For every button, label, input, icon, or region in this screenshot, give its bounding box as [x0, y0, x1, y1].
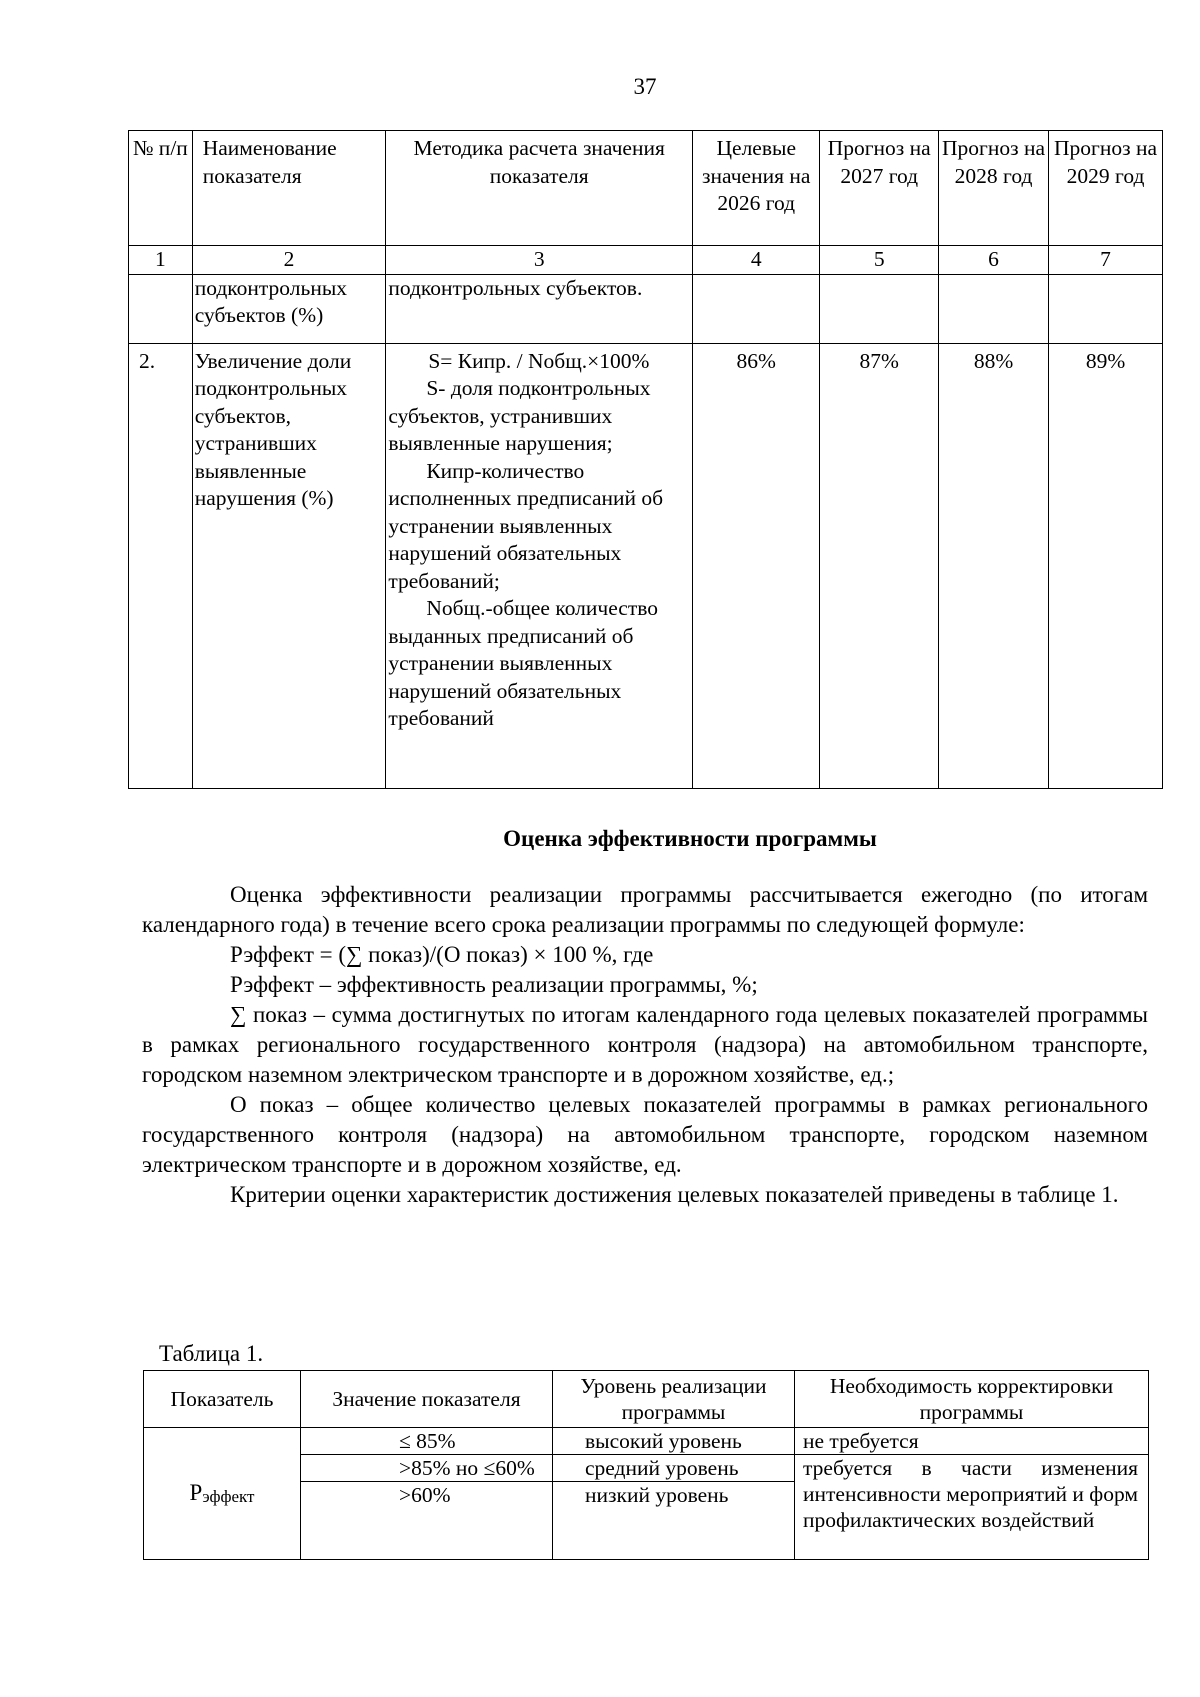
page-number: 37 [633, 74, 657, 99]
column-number: 4 [693, 246, 820, 275]
section-title: Оценка эффективности программы [503, 826, 877, 851]
table-row [144, 1428, 1149, 1455]
header-cell: Наименование показателя [192, 131, 386, 246]
paragraph: О показ – общее количество целевых показателей программы в рамках регионального государственного контроля (надзора) на автомобильном транспорте, городском наземном электрическом транспорте и в дорожном хозяйстве, ед. [142, 1092, 1148, 1177]
indicator-subscript: эффект [202, 1486, 255, 1506]
header-cell: Показатель [144, 1371, 301, 1428]
column-number: 7 [1049, 246, 1163, 275]
method-cell [386, 343, 693, 788]
header-cell: Методика расчета значения показателя [386, 131, 693, 246]
header-cell: Необходимость корректировки программы [795, 1371, 1149, 1428]
table-caption: Таблица 1. [159, 1341, 264, 1366]
forecast-value-cell: 89% [1049, 343, 1163, 788]
column-number: 2 [192, 246, 386, 275]
correction-cell: не требуется [795, 1428, 1149, 1455]
header-cell: Уровень реализации программы [553, 1371, 795, 1428]
criteria-table [143, 1370, 1149, 1560]
indicator-name-cell: подконтрольных субъектов (%) [192, 274, 386, 343]
method-line: Nобщ.-общее количество выданных предписаний об устранении выявленных нарушений обязательных требований [388, 596, 658, 730]
column-number: 1 [129, 246, 193, 275]
method-cell: подконтрольных субъектов. [386, 274, 693, 343]
method-line: Кипр-количество исполненных предписаний об устранении выявленных нарушений обязательных требований; [388, 458, 664, 593]
table-cell [1049, 274, 1163, 343]
indicator-name-cell: Увеличение доли подконтрольных субъектов, устранивших выявленные нарушения (%) [192, 343, 386, 788]
table-cell [938, 274, 1048, 343]
target-value-cell: 86% [693, 343, 820, 788]
table-cell [820, 274, 939, 343]
correction-cell: требуется в части изменения интенсивности мероприятий и форм профилактических воздействий [795, 1455, 1149, 1560]
level-cell: средний уровень [553, 1455, 795, 1482]
level-cell: высокий уровень [553, 1428, 795, 1455]
body-text [142, 880, 1148, 1210]
paragraph: Критерии оценки характеристик достижения целевых показателей приведены в таблице 1. [230, 1182, 1119, 1207]
table-row [129, 343, 1163, 788]
indicator-table [128, 130, 1163, 789]
forecast-value-cell: 87% [820, 343, 939, 788]
header-cell: Целевые значения на 2026 год [693, 131, 820, 246]
header-cell: Прогноз на 2028 год [938, 131, 1048, 246]
indicator-cell [144, 1428, 301, 1560]
paragraph: Оценка эффективности реализации программы рассчитывается ежегодно (по итогам календарного года) в течение всего срока реализации программы по следующей формуле: [142, 882, 1148, 937]
value-cell: >85% но ≤60% [301, 1455, 553, 1482]
table-cell [129, 274, 193, 343]
formula-line: Рэффект = (∑ показ)/(О показ) × 100 %, где [230, 942, 654, 967]
level-cell: низкий уровень [553, 1482, 795, 1560]
indicator-main: Р [189, 1479, 203, 1505]
method-formula: S= Кипр. / Nобщ.×100% [428, 348, 650, 373]
header-cell: Значение показателя [301, 1371, 553, 1428]
row-number-cell: 2. [129, 343, 193, 788]
column-number: 6 [938, 246, 1048, 275]
column-number: 3 [386, 246, 693, 275]
forecast-value-cell: 88% [938, 343, 1048, 788]
method-line: S- доля подконтрольных субъектов, устранивших выявленные нарушения; [388, 376, 651, 455]
value-cell: >60% [301, 1482, 553, 1560]
column-number: 5 [820, 246, 939, 275]
header-cell: № п/п [129, 131, 193, 246]
table-cell [693, 274, 820, 343]
paragraph: ∑ показ – сумма достигнутых по итогам календарного года целевых показателей программы в рамках регионального государственного контроля (надзора) на автомобильном транспорте, городском наземном электрическом транспорте и в дорожном хозяйстве, ед.; [142, 1002, 1148, 1087]
column-number-row [129, 246, 1163, 275]
table-header-row [144, 1371, 1149, 1428]
paragraph: Рэффект – эффективность реализации программы, %; [230, 972, 758, 997]
value-cell: ≤ 85% [301, 1428, 553, 1455]
header-cell: Прогноз на 2029 год [1049, 131, 1163, 246]
table-header-row [129, 131, 1163, 246]
table-row [129, 274, 1163, 343]
header-cell: Прогноз на 2027 год [820, 131, 939, 246]
